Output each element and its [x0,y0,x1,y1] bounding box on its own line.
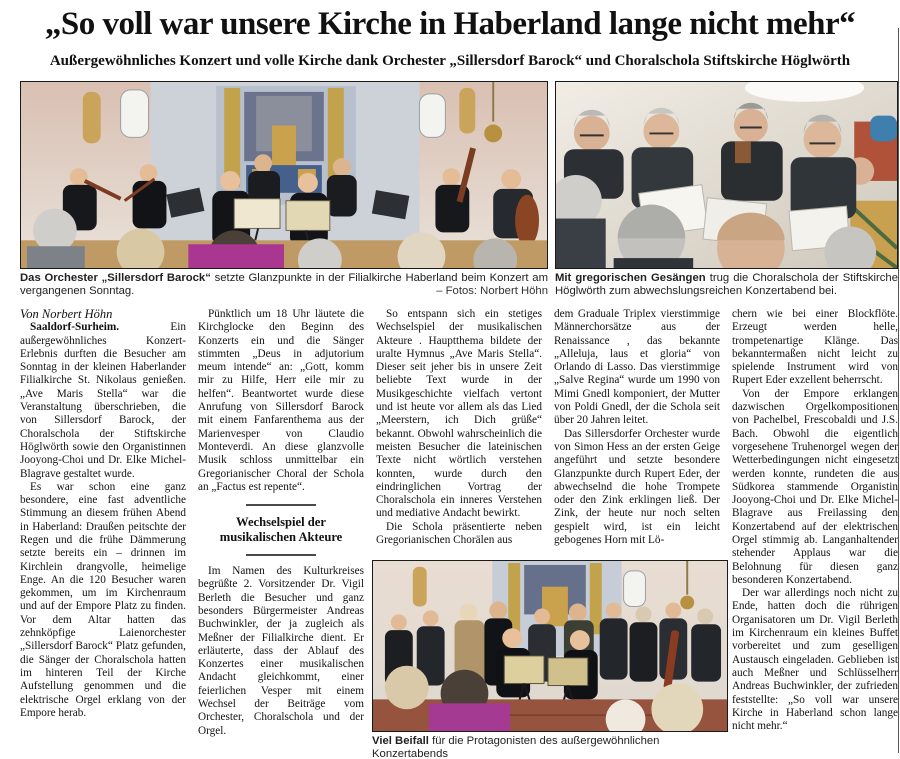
caption-applause-text: für die Protagonisten des außergewöhnlichen Konzertabends [372,734,660,759]
crosshead-title: Wechselspiel der musikalischen Akteure [219,515,343,545]
photo-applause-group [372,560,728,732]
caption-applause-lead: Viel Beifall [372,734,429,747]
dateline: Saaldorf-Surheim. [30,321,120,334]
caption-applause [372,735,728,759]
crosshead [198,504,364,556]
photo-applause-illustration [373,561,727,731]
article-column-5 [732,308,898,758]
paragraph: dem Graduale Triplex vierstimmige Männerchorsätze aus der Renaissance , das bekannte „Alleluja, laus et gloria“ von Orlando di Lasso. Das vierstimmige „Salve Regina“ wurde um 1990 von Mimi Gnedl komponiert, der Mutter von Poldi Gnedl, der die Schola seit über 20 Jahren leitet. [554,307,720,427]
subheadline: Außergewöhnliches Konzert und volle Kirche dank Orchester „Sillersdorf Barock“ und Choralschola Stiftskirche Höglwörth [49,52,851,69]
article-column-1 [20,308,186,758]
photo-row [20,81,898,269]
photo-orchestra-illustration [21,82,547,268]
column-separator-rule [898,28,899,753]
paragraph: So entspann sich ein stetiges Wechselspiel der musikalischen Akteure . Hauptthema bildete der uralte Hymnus „Ave Maris Stella“. Dieser seit jeher bis in unsere Zeit beliebte Text wurde in der Musikgeschichte vielfach vertont und ist heute vor allem als das Lied „Meerstern, ich Dich grüße“ bekannt. Obwohl wahrscheinlich die meisten Besucher die lateinischen Texte nicht wörtlich verstehen konnten, wurde durch den eindringlichen Vortrag der Choralschola ein inneres Verstehen und mediative Andacht bewirkt. [376,307,542,520]
paragraph: Die Schola präsentierte neben Gregorianischen Chorälen aus [376,520,542,546]
paragraph: Das Sillersdorfer Orchester wurde von Simon Hess an der ersten Geige angeführt und setzte besondere Glanzpunkte durch Rupert Eder, der abwechselnd die hohe Trompete oder den Zink erklingen ließ. Der Zink, der heute nur noch selten gespielt wird, ist ein leicht gebogenes Horn mit Lö- [554,427,720,546]
bottom-photo-block [372,560,728,759]
paragraph: chern wie bei einer Blockflöte. Erzeugt werden helle, trompetenartige Klänge. Das bekanntermaßen nicht leicht zu spielende Instrument wird von Rupert Eder exzellent beherrscht. [732,307,898,387]
caption-choir-text: trug die Choralschola der Stiftskirche Höglwörth zum abwechslungsreichen Konzertabend bei. [555,271,898,298]
article-column-2 [198,308,364,758]
caption-orchestra-lead: Das Orchester „Sillersdorf Barock“ [20,271,211,284]
paragraph: Es war schon eine ganz besondere, eine fast adventliche Stimmung an diesem frühen Abend in Haberland: Draußen peitschte der Regen und die frühe Dämmerung setzte bereits ein – drinnen im Kirchlein drangvolle, heimelige Enge. An die 120 Besucher waren gekommen, um im Kirchenraum und auf der Empore Platz zu finden. Vor dem Altar hatten das zehnköpfige Laienorchester „Sillersdorf Barock“ Platz gefunden, die Sänger der Choralschola hatten im hinteren Teil der Kirche Aufstellung genommen und die elektrische Orgel erklang von der Empore herab. [20,480,186,719]
paragraph: Pünktlich um 18 Uhr läutete die Kirchglocke den Beginn des Konzerts ein und die Sänger stimmten „Deus in adjutorium meum intende“ an: „Gott, komm mir zu Hilfe, Herr eile mir zu helfen“. Beantwortet wurde diese Anrufung von Sillersdorf Barock mit einem Fanfarenthema aus der Marienvesper von Claudio Monteverdi. An diese glanzvolle Musik schloss unmittelbar ein Gregorianischer Choral der Schola an „Factus est repente“. [198,307,364,493]
paragraph: Von der Empore erklangen dazwischen Orgelkompositionen von Pachelbel, Frescobaldi und J.S. Bach. Obwohl die eigentlich vorgesehene Truhenorgel wegen der Wetterbedingungen nicht eingesetzt werden konnte, rundeten die aus Südkorea stammende Organistin Jooyong-Choi und Dr. Elke Michel-Blagrave aus Freilassing den Konzertabend auf der elektrischen Orgel stimmig ab. Langanhaltender stehender Applaus war die Belohnung für diesen ganz besonderen Konzertabend. [732,387,898,586]
captions-row [20,272,898,299]
photo-orchestra-church [20,81,548,269]
caption-choir [555,272,898,299]
photo-choir-singers [555,81,898,269]
page-title: „So voll war unsere Kirche in Haberland lange nicht mehr“ [44,6,856,42]
paragraph: Saaldorf-Surheim. Ein außergewöhnliches Konzert-Erlebnis durften die Besucher am Sonntag in der kleinen Haberlander Filialkirche St. Nikolaus genießen. „Ave Maris Stella“ war die Veranstaltung überschrieben, die von Sillersdorf Barock, der Choralschola der Stiftskirche Höglwörth sowie den Organistinnen Jooyong-Choi und Dr. Elke Michel-Blagrave gestaltet wurde. [20,321,186,480]
paragraph: Im Namen des Kulturkreises begrüßte 2. Vorsitzender Dr. Vigil Berleth die Besucher und ganz besonders Bürgermeister Andreas Buchwinkler, der ja zugleich als Meßner der Filialkirche dient. Er erläuterte, dass der Ablauf des Konzertes einer musikalischen Andacht gleichkommt, einer feierlichen Vesper mit einem Wechsel der Beiträge vom Orchester, Choralschola und der Orgel. [198,565,364,737]
paragraph: Der war allerdings noch nicht zu Ende, hatten doch die rührigen Organisatoren um Dr. Vigil Berleth im Kirchenraum ein kleines Buffet vorbereitet und zum geselligen Austausch eingeladen. Geblieben ist auch Meßner und Schlüsselherr Andreas Buchwinkler, der zufrieden feststellte: „So voll war unsere Kirche in Haberland schon lange nicht mehr.“ [732,587,898,733]
caption-choir-lead: Mit gregorischen Gesängen [555,271,706,284]
byline: Von Norbert Höhn [20,306,113,321]
photo-credit: – Fotos: Norbert Höhn [430,285,548,299]
caption-orchestra [20,272,548,299]
crosshead-rule-bottom [246,554,316,556]
crosshead-rule-top [246,504,316,506]
caption-orchestra-text: setzte Glanzpunkte in der Filialkirche Haberland beim Konzert am vergangenen Sonntag. [20,271,548,298]
photo-choir-illustration [556,82,897,268]
article-body [20,308,898,758]
